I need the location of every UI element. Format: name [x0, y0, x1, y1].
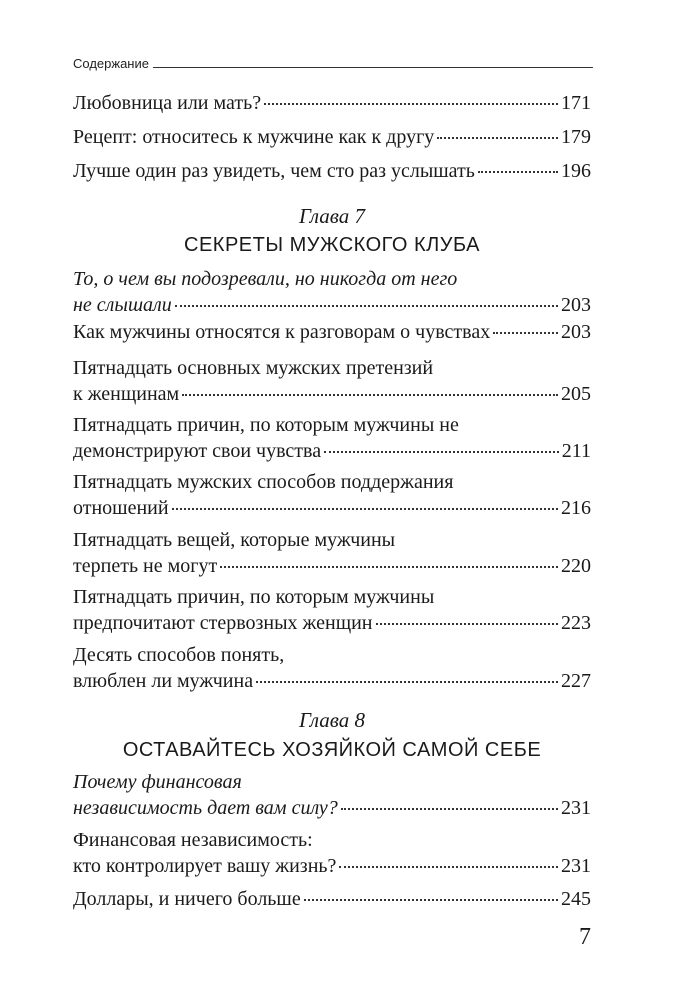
- dot-leader: [339, 866, 558, 868]
- toc-entry-title-line1: Пятнадцать основных мужских претензий: [73, 357, 434, 379]
- toc-entry-page: 231: [561, 797, 591, 819]
- toc-entry-title: Как мужчины относятся к разговорам о чувствах: [73, 321, 491, 343]
- toc-entry-page: 211: [561, 440, 591, 462]
- toc-entry[interactable]: [73, 827, 591, 879]
- running-header-rule: [153, 67, 593, 68]
- toc-entry-page: 220: [561, 555, 591, 577]
- toc-entry-page: 203: [561, 321, 591, 343]
- dot-leader: [264, 103, 558, 105]
- dot-leader: [341, 808, 558, 810]
- toc-entry-title-line2: демонстрируют свои чувства: [73, 440, 322, 462]
- toc-entry-page: 216: [561, 497, 591, 519]
- toc-entry-title-line1: Пятнадцать вещей, которые мужчины: [73, 529, 396, 551]
- dot-leader: [437, 137, 558, 139]
- toc-entry[interactable]: [73, 319, 591, 345]
- toc-entry-page: 203: [561, 294, 591, 316]
- toc-entry[interactable]: [73, 642, 591, 694]
- toc-entry-title-line2: к женщинам: [73, 383, 180, 405]
- toc-entry-page: 196: [561, 160, 591, 182]
- dot-leader: [175, 305, 558, 307]
- toc-entry-page: 179: [561, 126, 591, 148]
- toc-entry-title-line1: Пятнадцать мужских способов поддержания: [73, 471, 454, 493]
- toc-entry-page: 227: [561, 670, 591, 692]
- toc-entry-title-line1: Финансовая независимость:: [73, 829, 313, 851]
- toc-entry-title-line2: независимость дает вам силу?: [73, 797, 338, 819]
- toc-entry[interactable]: [73, 527, 591, 579]
- toc-entry-title-line1: Почему финансовая: [73, 771, 242, 793]
- dot-leader: [376, 623, 558, 625]
- dot-leader: [493, 332, 558, 334]
- dot-leader: [256, 681, 558, 683]
- toc-entry-title: Доллары, и ничего больше: [73, 888, 301, 910]
- toc-entry[interactable]: [73, 769, 591, 821]
- toc-entry-title: Рецепт: относитесь к мужчине как к другу: [73, 126, 435, 148]
- toc-entry[interactable]: [73, 266, 591, 318]
- page-number: 7: [579, 924, 591, 950]
- toc-entry-title-line2: предпочитают стервозных женщин: [73, 612, 373, 634]
- dot-leader: [304, 899, 558, 901]
- toc-entry-title-line2: терпеть не могут: [73, 555, 218, 577]
- toc-entry-title: Лучше один раз увидеть, чем сто раз услышать: [73, 160, 475, 182]
- toc-entry[interactable]: [73, 469, 591, 521]
- toc-entry[interactable]: [73, 158, 591, 184]
- chapter-title: СЕКРЕТЫ МУЖСКОГО КЛУБА: [184, 234, 480, 256]
- toc-entry-page: 171: [561, 92, 591, 114]
- toc-entry-title-line1: Пятнадцать причин, по которым мужчины не: [73, 414, 459, 436]
- dot-leader: [220, 566, 558, 568]
- toc-entry[interactable]: [73, 90, 591, 116]
- toc-entry[interactable]: [73, 412, 591, 464]
- toc-entry-page: 231: [561, 855, 591, 877]
- running-header: [73, 56, 593, 71]
- toc-entry[interactable]: [73, 886, 591, 912]
- toc-entry[interactable]: [73, 124, 591, 150]
- toc-entry-page: 205: [561, 383, 591, 405]
- dot-leader: [324, 451, 559, 453]
- toc-entry-title-line1: То, о чем вы подозревали, но никогда от него: [73, 268, 458, 290]
- toc-entry-page: 245: [561, 888, 591, 910]
- dot-leader: [172, 508, 558, 510]
- toc-entry-title: Любовница или мать?: [73, 92, 262, 114]
- toc-entry-title-line2: влюблен ли мужчина: [73, 670, 254, 692]
- chapter-label: Глава 7: [299, 204, 365, 228]
- toc-entry-title-line1: Десять способов понять,: [73, 644, 285, 666]
- toc-entry-title-line2: кто контролирует вашу жизнь?: [73, 855, 337, 877]
- toc-entry[interactable]: [73, 584, 591, 636]
- chapter-label: Глава 8: [299, 708, 365, 732]
- toc-entry-title-line2: не слышали: [73, 294, 172, 316]
- running-header-title: Содержание: [73, 56, 149, 71]
- toc-entry-title-line2: отношений: [73, 497, 169, 519]
- dot-leader: [182, 394, 558, 396]
- toc-entry-title-line1: Пятнадцать причин, по которым мужчины: [73, 586, 435, 608]
- toc-entry-page: 223: [561, 612, 591, 634]
- toc-entry[interactable]: [73, 355, 591, 407]
- chapter-title: ОСТАВАЙТЕСЬ ХОЗЯЙКОЙ САМОЙ СЕБЕ: [122, 739, 542, 761]
- dot-leader: [478, 171, 558, 173]
